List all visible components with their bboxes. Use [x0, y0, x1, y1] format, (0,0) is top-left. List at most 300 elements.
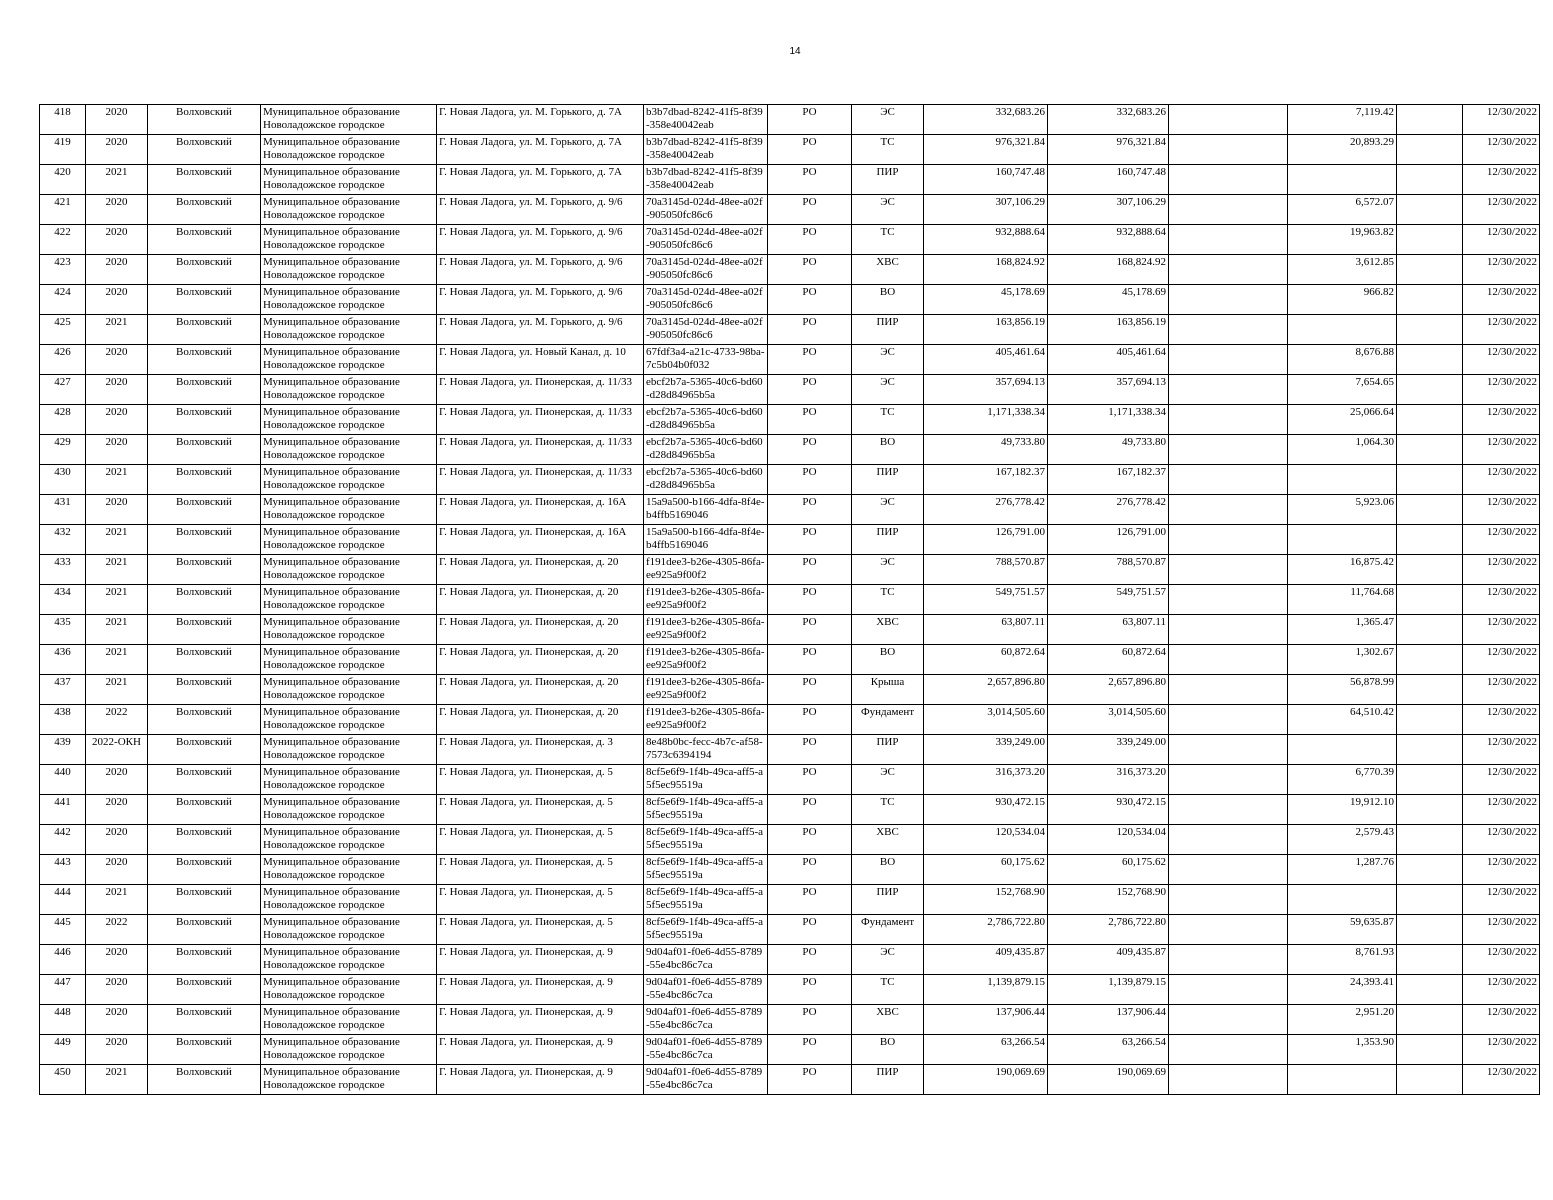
- cell-amount-extra: [1397, 225, 1463, 255]
- cell-operator-code: РО: [768, 615, 852, 645]
- table-row: [40, 915, 1540, 945]
- cell-amount-extra: [1397, 435, 1463, 465]
- cell-year: 2021: [86, 615, 148, 645]
- cell-amount-fee: 64,510.42: [1288, 705, 1397, 735]
- cell-amount-fee: 6,572.07: [1288, 195, 1397, 225]
- cell-district: Волховский: [148, 405, 261, 435]
- table-row: [40, 675, 1540, 705]
- cell-amount-extra: [1397, 1035, 1463, 1065]
- cell-district: Волховский: [148, 975, 261, 1005]
- cell-municipality: Муниципальное образование Новоладожское городское: [261, 225, 437, 255]
- cell-year: 2022: [86, 705, 148, 735]
- cell-house-guid: f191dee3-b26e-4305-86fa-ee925a9f00f2: [644, 675, 768, 705]
- cell-amount-ro: 405,461.64: [1048, 345, 1169, 375]
- cell-row-number: 436: [40, 645, 86, 675]
- cell-municipality: Муниципальное образование Новоладожское городское: [261, 1005, 437, 1035]
- cell-amount-ro: 276,778.42: [1048, 495, 1169, 525]
- cell-municipality: Муниципальное образование Новоладожское городское: [261, 195, 437, 225]
- cell-municipality: Муниципальное образование Новоладожское городское: [261, 855, 437, 885]
- cell-year: 2020: [86, 255, 148, 285]
- cell-district: Волховский: [148, 345, 261, 375]
- cell-row-number: 426: [40, 345, 86, 375]
- cell-district: Волховский: [148, 855, 261, 885]
- cell-address: Г. Новая Ладога, ул. Пионерская, д. 9: [437, 975, 644, 1005]
- cell-address: Г. Новая Ладога, ул. Пионерская, д. 11/33: [437, 465, 644, 495]
- cell-amount-total: 2,786,722.80: [924, 915, 1048, 945]
- cell-amount-total: 137,906.44: [924, 1005, 1048, 1035]
- cell-amount-ro: 60,175.62: [1048, 855, 1169, 885]
- cell-amount-ro: 163,856.19: [1048, 315, 1169, 345]
- cell-house-guid: 70a3145d-024d-48ee-a02f-905050fc86c6: [644, 195, 768, 225]
- cell-house-guid: 15a9a500-b166-4dfa-8f4e-b4ffb5169046: [644, 495, 768, 525]
- cell-row-number: 442: [40, 825, 86, 855]
- cell-amount-other: [1169, 135, 1288, 165]
- cell-amount-total: 126,791.00: [924, 525, 1048, 555]
- cell-amount-other: [1169, 555, 1288, 585]
- table-row: [40, 195, 1540, 225]
- cell-district: Волховский: [148, 195, 261, 225]
- cell-row-number: 424: [40, 285, 86, 315]
- cell-district: Волховский: [148, 225, 261, 255]
- cell-row-number: 449: [40, 1035, 86, 1065]
- table-row: [40, 1065, 1540, 1095]
- cell-district: Волховский: [148, 795, 261, 825]
- cell-municipality: Муниципальное образование Новоладожское городское: [261, 705, 437, 735]
- cell-municipality: Муниципальное образование Новоладожское городское: [261, 795, 437, 825]
- cell-district: Волховский: [148, 705, 261, 735]
- cell-year: 2020: [86, 135, 148, 165]
- cell-row-number: 435: [40, 615, 86, 645]
- table-row: [40, 945, 1540, 975]
- cell-operator-code: РО: [768, 105, 852, 135]
- cell-amount-extra: [1397, 645, 1463, 675]
- cell-district: Волховский: [148, 735, 261, 765]
- cell-year: 2021: [86, 465, 148, 495]
- cell-operator-code: РО: [768, 975, 852, 1005]
- cell-district: Волховский: [148, 435, 261, 465]
- cell-amount-ro: 316,373.20: [1048, 765, 1169, 795]
- cell-municipality: Муниципальное образование Новоладожское городское: [261, 975, 437, 1005]
- cell-work-type: ПИР: [852, 1065, 924, 1095]
- cell-year: 2022-ОКН: [86, 735, 148, 765]
- cell-amount-extra: [1397, 795, 1463, 825]
- cell-row-number: 434: [40, 585, 86, 615]
- cell-amount-extra: [1397, 255, 1463, 285]
- cell-amount-other: [1169, 945, 1288, 975]
- cell-row-number: 425: [40, 315, 86, 345]
- cell-house-guid: ebcf2b7a-5365-40c6-bd60-d28d84965b5a: [644, 375, 768, 405]
- cell-address: Г. Новая Ладога, ул. М. Горького, д. 9/6: [437, 255, 644, 285]
- cell-row-number: 441: [40, 795, 86, 825]
- cell-address: Г. Новая Ладога, ул. М. Горького, д. 9/6: [437, 315, 644, 345]
- cell-amount-other: [1169, 105, 1288, 135]
- cell-completion-date: 12/30/2022: [1463, 945, 1540, 975]
- cell-work-type: Фундамент: [852, 705, 924, 735]
- cell-amount-ro: 2,657,896.80: [1048, 675, 1169, 705]
- cell-operator-code: РО: [768, 825, 852, 855]
- cell-amount-fee: 1,287.76: [1288, 855, 1397, 885]
- cell-work-type: ТС: [852, 585, 924, 615]
- cell-work-type: Фундамент: [852, 915, 924, 945]
- cell-amount-fee: 25,066.64: [1288, 405, 1397, 435]
- cell-row-number: 430: [40, 465, 86, 495]
- cell-municipality: Муниципальное образование Новоладожское городское: [261, 405, 437, 435]
- cell-house-guid: 9d04af01-f0e6-4d55-8789-55e4bc86c7ca: [644, 1035, 768, 1065]
- cell-operator-code: РО: [768, 435, 852, 465]
- cell-row-number: 447: [40, 975, 86, 1005]
- cell-work-type: ЭС: [852, 765, 924, 795]
- cell-district: Волховский: [148, 495, 261, 525]
- cell-municipality: Муниципальное образование Новоладожское городское: [261, 585, 437, 615]
- cell-operator-code: РО: [768, 165, 852, 195]
- table-row: [40, 705, 1540, 735]
- cell-house-guid: 9d04af01-f0e6-4d55-8789-55e4bc86c7ca: [644, 1005, 768, 1035]
- cell-year: 2021: [86, 645, 148, 675]
- cell-amount-total: 168,824.92: [924, 255, 1048, 285]
- cell-completion-date: 12/30/2022: [1463, 555, 1540, 585]
- cell-amount-fee: 7,119.42: [1288, 105, 1397, 135]
- cell-year: 2021: [86, 1065, 148, 1095]
- cell-amount-other: [1169, 375, 1288, 405]
- table-row: [40, 735, 1540, 765]
- cell-amount-extra: [1397, 1065, 1463, 1095]
- cell-amount-fee: [1288, 885, 1397, 915]
- cell-work-type: ПИР: [852, 165, 924, 195]
- table-row: [40, 465, 1540, 495]
- cell-completion-date: 12/30/2022: [1463, 225, 1540, 255]
- cell-year: 2020: [86, 765, 148, 795]
- cell-house-guid: 15a9a500-b166-4dfa-8f4e-b4ffb5169046: [644, 525, 768, 555]
- cell-completion-date: 12/30/2022: [1463, 285, 1540, 315]
- cell-municipality: Муниципальное образование Новоладожское городское: [261, 765, 437, 795]
- cell-municipality: Муниципальное образование Новоладожское городское: [261, 465, 437, 495]
- cell-amount-other: [1169, 915, 1288, 945]
- cell-operator-code: РО: [768, 885, 852, 915]
- cell-address: Г. Новая Ладога, ул. М. Горького, д. 9/6: [437, 285, 644, 315]
- cell-house-guid: 8e48b0bc-fecc-4b7c-af58-7573c6394194: [644, 735, 768, 765]
- cell-district: Волховский: [148, 285, 261, 315]
- cell-amount-other: [1169, 615, 1288, 645]
- cell-amount-other: [1169, 1035, 1288, 1065]
- cell-work-type: ХВС: [852, 615, 924, 645]
- cell-amount-total: 339,249.00: [924, 735, 1048, 765]
- cell-amount-extra: [1397, 945, 1463, 975]
- cell-amount-total: 120,534.04: [924, 825, 1048, 855]
- cell-municipality: Муниципальное образование Новоладожское городское: [261, 645, 437, 675]
- cell-amount-total: 276,778.42: [924, 495, 1048, 525]
- cell-amount-fee: 59,635.87: [1288, 915, 1397, 945]
- cell-completion-date: 12/30/2022: [1463, 465, 1540, 495]
- cell-completion-date: 12/30/2022: [1463, 525, 1540, 555]
- cell-amount-total: 332,683.26: [924, 105, 1048, 135]
- cell-amount-extra: [1397, 825, 1463, 855]
- cell-amount-fee: 7,654.65: [1288, 375, 1397, 405]
- cell-amount-other: [1169, 765, 1288, 795]
- cell-address: Г. Новая Ладога, ул. Пионерская, д. 5: [437, 825, 644, 855]
- cell-amount-other: [1169, 825, 1288, 855]
- cell-amount-total: 549,751.57: [924, 585, 1048, 615]
- cell-house-guid: 8cf5e6f9-1f4b-49ca-aff5-a5f5ec95519a: [644, 885, 768, 915]
- cell-amount-other: [1169, 525, 1288, 555]
- cell-address: Г. Новая Ладога, ул. Пионерская, д. 20: [437, 645, 644, 675]
- cell-district: Волховский: [148, 675, 261, 705]
- cell-amount-other: [1169, 735, 1288, 765]
- cell-row-number: 431: [40, 495, 86, 525]
- cell-completion-date: 12/30/2022: [1463, 345, 1540, 375]
- cell-amount-fee: 6,770.39: [1288, 765, 1397, 795]
- cell-operator-code: РО: [768, 255, 852, 285]
- cell-amount-total: 49,733.80: [924, 435, 1048, 465]
- table-body: [40, 105, 1540, 1095]
- cell-work-type: ХВС: [852, 825, 924, 855]
- cell-house-guid: f191dee3-b26e-4305-86fa-ee925a9f00f2: [644, 555, 768, 585]
- cell-address: Г. Новая Ладога, ул. М. Горького, д. 7А: [437, 105, 644, 135]
- cell-completion-date: 12/30/2022: [1463, 375, 1540, 405]
- cell-amount-fee: 8,761.93: [1288, 945, 1397, 975]
- cell-amount-other: [1169, 1065, 1288, 1095]
- cell-amount-ro: 1,171,338.34: [1048, 405, 1169, 435]
- cell-completion-date: 12/30/2022: [1463, 195, 1540, 225]
- cell-row-number: 427: [40, 375, 86, 405]
- cell-municipality: Муниципальное образование Новоладожское городское: [261, 615, 437, 645]
- cell-address: Г. Новая Ладога, ул. Пионерская, д. 9: [437, 1035, 644, 1065]
- cell-operator-code: РО: [768, 1005, 852, 1035]
- cell-year: 2021: [86, 885, 148, 915]
- table-row: [40, 1035, 1540, 1065]
- cell-municipality: Муниципальное образование Новоладожское городское: [261, 1035, 437, 1065]
- cell-address: Г. Новая Ладога, ул. Пионерская, д. 11/33: [437, 435, 644, 465]
- cell-district: Волховский: [148, 555, 261, 585]
- cell-amount-extra: [1397, 1005, 1463, 1035]
- cell-municipality: Муниципальное образование Новоладожское городское: [261, 825, 437, 855]
- cell-year: 2021: [86, 585, 148, 615]
- cell-amount-fee: 1,353.90: [1288, 1035, 1397, 1065]
- cell-amount-ro: 2,786,722.80: [1048, 915, 1169, 945]
- cell-row-number: 433: [40, 555, 86, 585]
- cell-amount-total: 60,175.62: [924, 855, 1048, 885]
- cell-municipality: Муниципальное образование Новоладожское городское: [261, 555, 437, 585]
- cell-house-guid: 9d04af01-f0e6-4d55-8789-55e4bc86c7ca: [644, 1065, 768, 1095]
- cell-work-type: ЭС: [852, 555, 924, 585]
- cell-amount-extra: [1397, 165, 1463, 195]
- cell-work-type: ЭС: [852, 375, 924, 405]
- cell-house-guid: ebcf2b7a-5365-40c6-bd60-d28d84965b5a: [644, 465, 768, 495]
- cell-amount-total: 2,657,896.80: [924, 675, 1048, 705]
- cell-municipality: Муниципальное образование Новоладожское городское: [261, 1065, 437, 1095]
- cell-year: 2021: [86, 165, 148, 195]
- cell-address: Г. Новая Ладога, ул. Пионерская, д. 20: [437, 705, 644, 735]
- cell-completion-date: 12/30/2022: [1463, 675, 1540, 705]
- cell-amount-ro: 152,768.90: [1048, 885, 1169, 915]
- cell-row-number: 419: [40, 135, 86, 165]
- cell-amount-extra: [1397, 885, 1463, 915]
- cell-district: Волховский: [148, 465, 261, 495]
- cell-amount-other: [1169, 465, 1288, 495]
- cell-work-type: Крыша: [852, 675, 924, 705]
- cell-amount-extra: [1397, 915, 1463, 945]
- cell-completion-date: 12/30/2022: [1463, 315, 1540, 345]
- cell-work-type: ТС: [852, 135, 924, 165]
- cell-year: 2020: [86, 1005, 148, 1035]
- cell-house-guid: 70a3145d-024d-48ee-a02f-905050fc86c6: [644, 315, 768, 345]
- cell-amount-ro: 932,888.64: [1048, 225, 1169, 255]
- cell-house-guid: f191dee3-b26e-4305-86fa-ee925a9f00f2: [644, 585, 768, 615]
- cell-amount-fee: 16,875.42: [1288, 555, 1397, 585]
- cell-operator-code: РО: [768, 795, 852, 825]
- cell-work-type: ТС: [852, 225, 924, 255]
- table-row: [40, 105, 1540, 135]
- cell-district: Волховский: [148, 255, 261, 285]
- cell-district: Волховский: [148, 165, 261, 195]
- cell-amount-fee: 8,676.88: [1288, 345, 1397, 375]
- cell-municipality: Муниципальное образование Новоладожское городское: [261, 255, 437, 285]
- cell-row-number: 438: [40, 705, 86, 735]
- table-row: [40, 285, 1540, 315]
- cell-row-number: 450: [40, 1065, 86, 1095]
- cell-house-guid: b3b7dbad-8242-41f5-8f39-358e40042eab: [644, 105, 768, 135]
- cell-operator-code: РО: [768, 465, 852, 495]
- cell-address: Г. Новая Ладога, ул. Пионерская, д. 5: [437, 795, 644, 825]
- cell-address: Г. Новая Ладога, ул. Пионерская, д. 16А: [437, 525, 644, 555]
- cell-amount-ro: 357,694.13: [1048, 375, 1169, 405]
- cell-amount-total: 307,106.29: [924, 195, 1048, 225]
- cell-year: 2021: [86, 555, 148, 585]
- cell-amount-total: 152,768.90: [924, 885, 1048, 915]
- cell-amount-ro: 45,178.69: [1048, 285, 1169, 315]
- cell-district: Волховский: [148, 375, 261, 405]
- cell-completion-date: 12/30/2022: [1463, 495, 1540, 525]
- cell-row-number: 428: [40, 405, 86, 435]
- cell-amount-other: [1169, 285, 1288, 315]
- cell-operator-code: РО: [768, 705, 852, 735]
- cell-amount-total: 357,694.13: [924, 375, 1048, 405]
- cell-amount-extra: [1397, 855, 1463, 885]
- cell-amount-extra: [1397, 375, 1463, 405]
- cell-address: Г. Новая Ладога, ул. Пионерская, д. 20: [437, 555, 644, 585]
- cell-amount-total: 788,570.87: [924, 555, 1048, 585]
- cell-operator-code: РО: [768, 315, 852, 345]
- cell-address: Г. Новая Ладога, ул. Пионерская, д. 9: [437, 1005, 644, 1035]
- cell-house-guid: 67fdf3a4-a21c-4733-98ba-7c5b04b0f032: [644, 345, 768, 375]
- cell-amount-total: 930,472.15: [924, 795, 1048, 825]
- cell-amount-ro: 63,266.54: [1048, 1035, 1169, 1065]
- cell-operator-code: РО: [768, 345, 852, 375]
- cell-amount-fee: 24,393.41: [1288, 975, 1397, 1005]
- table-row: [40, 495, 1540, 525]
- cell-completion-date: 12/30/2022: [1463, 825, 1540, 855]
- cell-address: Г. Новая Ладога, ул. Пионерская, д. 3: [437, 735, 644, 765]
- cell-amount-total: 1,171,338.34: [924, 405, 1048, 435]
- table-row: [40, 315, 1540, 345]
- cell-amount-extra: [1397, 135, 1463, 165]
- cell-operator-code: РО: [768, 855, 852, 885]
- cell-house-guid: 8cf5e6f9-1f4b-49ca-aff5-a5f5ec95519a: [644, 795, 768, 825]
- cell-completion-date: 12/30/2022: [1463, 135, 1540, 165]
- cell-work-type: ПИР: [852, 885, 924, 915]
- cell-municipality: Муниципальное образование Новоладожское городское: [261, 345, 437, 375]
- cell-district: Волховский: [148, 945, 261, 975]
- cell-completion-date: 12/30/2022: [1463, 435, 1540, 465]
- cell-house-guid: 70a3145d-024d-48ee-a02f-905050fc86c6: [644, 225, 768, 255]
- cell-amount-other: [1169, 975, 1288, 1005]
- cell-house-guid: f191dee3-b26e-4305-86fa-ee925a9f00f2: [644, 615, 768, 645]
- cell-amount-fee: [1288, 315, 1397, 345]
- cell-year: 2020: [86, 345, 148, 375]
- cell-completion-date: 12/30/2022: [1463, 1065, 1540, 1095]
- cell-district: Волховский: [148, 915, 261, 945]
- cell-row-number: 444: [40, 885, 86, 915]
- cell-work-type: ЭС: [852, 105, 924, 135]
- cell-amount-ro: 168,824.92: [1048, 255, 1169, 285]
- table-row: [40, 885, 1540, 915]
- cell-amount-total: 163,856.19: [924, 315, 1048, 345]
- cell-district: Волховский: [148, 105, 261, 135]
- cell-municipality: Муниципальное образование Новоладожское городское: [261, 525, 437, 555]
- cell-work-type: ПИР: [852, 525, 924, 555]
- cell-year: 2022: [86, 915, 148, 945]
- cell-completion-date: 12/30/2022: [1463, 1035, 1540, 1065]
- cell-amount-extra: [1397, 585, 1463, 615]
- cell-year: 2020: [86, 945, 148, 975]
- cell-address: Г. Новая Ладога, ул. М. Горького, д. 7А: [437, 165, 644, 195]
- cell-amount-extra: [1397, 705, 1463, 735]
- cell-work-type: ЭС: [852, 945, 924, 975]
- cell-amount-other: [1169, 405, 1288, 435]
- table-row: [40, 135, 1540, 165]
- cell-amount-total: 409,435.87: [924, 945, 1048, 975]
- cell-district: Волховский: [148, 1065, 261, 1095]
- table-row: [40, 405, 1540, 435]
- cell-year: 2020: [86, 1035, 148, 1065]
- page-number: 14: [789, 46, 801, 57]
- cell-district: Волховский: [148, 525, 261, 555]
- cell-operator-code: РО: [768, 285, 852, 315]
- cell-district: Волховский: [148, 885, 261, 915]
- cell-amount-fee: 1,302.67: [1288, 645, 1397, 675]
- cell-amount-extra: [1397, 735, 1463, 765]
- cell-operator-code: РО: [768, 915, 852, 945]
- cell-row-number: 439: [40, 735, 86, 765]
- cell-row-number: 421: [40, 195, 86, 225]
- cell-address: Г. Новая Ладога, ул. Пионерская, д. 5: [437, 915, 644, 945]
- cell-work-type: ЭС: [852, 345, 924, 375]
- cell-amount-ro: 549,751.57: [1048, 585, 1169, 615]
- cell-amount-ro: 930,472.15: [1048, 795, 1169, 825]
- cell-work-type: ВО: [852, 645, 924, 675]
- cell-completion-date: 12/30/2022: [1463, 735, 1540, 765]
- cell-amount-other: [1169, 1005, 1288, 1035]
- cell-amount-fee: 3,612.85: [1288, 255, 1397, 285]
- cell-amount-extra: [1397, 465, 1463, 495]
- cell-municipality: Муниципальное образование Новоладожское городское: [261, 915, 437, 945]
- cell-completion-date: 12/30/2022: [1463, 405, 1540, 435]
- cell-address: Г. Новая Ладога, ул. Пионерская, д. 20: [437, 615, 644, 645]
- cell-amount-fee: [1288, 525, 1397, 555]
- cell-operator-code: РО: [768, 495, 852, 525]
- cell-amount-other: [1169, 705, 1288, 735]
- cell-district: Волховский: [148, 765, 261, 795]
- table-row: [40, 825, 1540, 855]
- cell-amount-ro: 976,321.84: [1048, 135, 1169, 165]
- cell-district: Волховский: [148, 615, 261, 645]
- cell-work-type: ВО: [852, 1035, 924, 1065]
- table-row: [40, 435, 1540, 465]
- cell-address: Г. Новая Ладога, ул. Пионерская, д. 11/33: [437, 375, 644, 405]
- cell-address: Г. Новая Ладога, ул. Пионерская, д. 9: [437, 1065, 644, 1095]
- cell-completion-date: 12/30/2022: [1463, 645, 1540, 675]
- cell-amount-ro: 63,807.11: [1048, 615, 1169, 645]
- cell-municipality: Муниципальное образование Новоладожское городское: [261, 735, 437, 765]
